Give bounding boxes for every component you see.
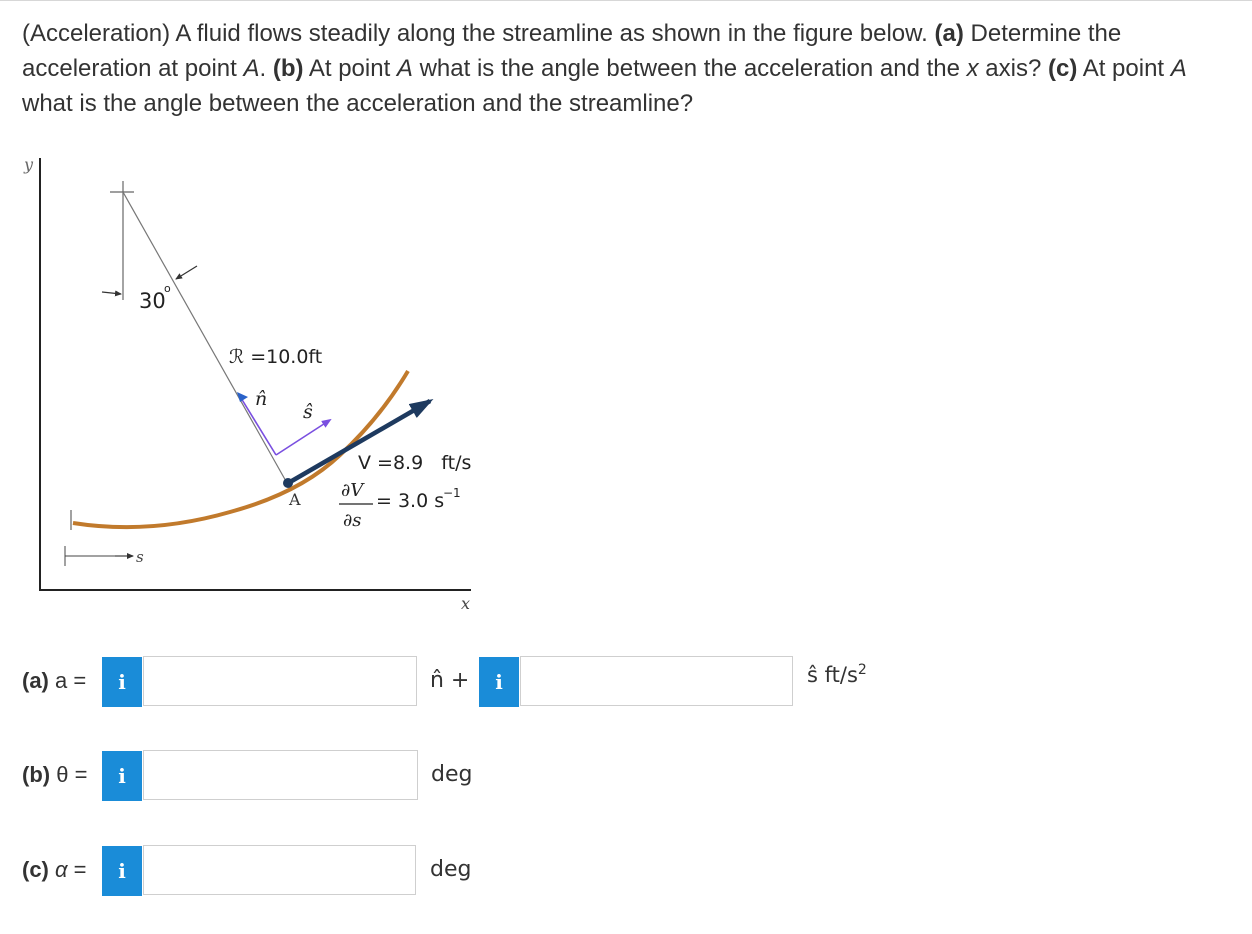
answer-input-a-s[interactable]: [520, 656, 793, 706]
info-button-a1[interactable]: [102, 657, 142, 707]
n-hat-plus-unit: n̂ +: [430, 668, 470, 693]
n-hat-label: n̂: [255, 388, 268, 410]
question-part-b-1: At point: [303, 55, 397, 82]
answer-row-c: [22, 845, 522, 897]
var-a: a: [55, 668, 68, 693]
point-a-ref: A: [1170, 55, 1187, 82]
answer-row-a: [22, 656, 1122, 708]
angle-arrow-right: [176, 266, 197, 279]
dv-exponent: −1: [443, 486, 461, 500]
equals-sign: =: [67, 857, 87, 882]
point-a-label: A: [289, 490, 301, 509]
equals-sign: =: [68, 762, 88, 787]
question-sep: .: [259, 55, 273, 82]
question-part-c-2: what is the angle between the acceleration and the streamline?: [22, 90, 694, 117]
unit-deg-b: deg: [431, 762, 473, 787]
radius-line: [123, 192, 287, 483]
part-c-label: (c): [22, 857, 49, 882]
s-hat-label: ŝ: [303, 401, 313, 423]
question-part-c-1: At point: [1077, 55, 1171, 82]
s-hat-vector: [276, 420, 330, 455]
radius-label: ℛ =10.0ft: [229, 346, 323, 368]
info-i-icon: i: [118, 859, 126, 883]
label-b: [22, 762, 87, 788]
equals-sign: =: [67, 668, 87, 693]
answer-input-c[interactable]: [143, 845, 416, 895]
x-axis-label: x: [461, 594, 471, 613]
dv-denominator: ∂s: [343, 510, 362, 531]
part-c-tag: (c): [1048, 55, 1078, 82]
var-alpha: α: [55, 857, 68, 882]
question-text: [22, 16, 1237, 121]
unit-deg-c: deg: [430, 857, 472, 882]
y-axis-label: y: [24, 155, 34, 174]
info-button-a2[interactable]: [479, 657, 519, 707]
top-divider: [0, 0, 1252, 1]
units-exponent: 2: [857, 662, 867, 678]
info-i-icon: i: [118, 764, 126, 788]
point-a-ref: A: [243, 55, 260, 82]
answer-row-b: [22, 750, 522, 802]
dv-value: = 3.0 s: [376, 490, 445, 512]
streamline-figure: [0, 150, 520, 620]
info-button-b[interactable]: [102, 751, 142, 801]
part-a-label: (a): [22, 668, 49, 693]
answer-input-b[interactable]: [143, 750, 418, 800]
degree-mark: o: [164, 282, 171, 295]
part-a-tag: (a): [934, 20, 964, 47]
dv-numerator: ∂V: [341, 480, 364, 501]
angle-label: 30: [139, 289, 166, 313]
angle-arrow-left: [102, 292, 121, 294]
question-intro: (Acceleration) A fluid flows steadily along the streamline as shown in the figure below.: [22, 20, 935, 47]
part-b-tag: (b): [272, 55, 304, 82]
point-a-ref: A: [396, 55, 413, 82]
s-label: s: [136, 548, 144, 566]
s-hat-units: ŝ $ft/s^2$: [807, 662, 867, 687]
point-a-dot: [283, 478, 293, 488]
answer-input-a-n[interactable]: [143, 656, 417, 706]
info-button-c[interactable]: [102, 846, 142, 896]
label-a: [22, 668, 86, 694]
x-axis-ref: x: [966, 55, 979, 82]
var-theta: θ: [56, 762, 69, 787]
question-part-b-3: axis?: [978, 55, 1049, 82]
question-part-b-2: what is the angle between the acceleration and the: [412, 55, 967, 82]
velocity-label: V =8.9 ft/s: [358, 452, 472, 474]
label-c: [22, 857, 87, 883]
info-i-icon: i: [118, 670, 126, 694]
part-b-label: (b): [22, 762, 51, 787]
info-i-icon: i: [495, 670, 503, 694]
question-part-a: Determine the acceleration at point: [22, 20, 1122, 82]
